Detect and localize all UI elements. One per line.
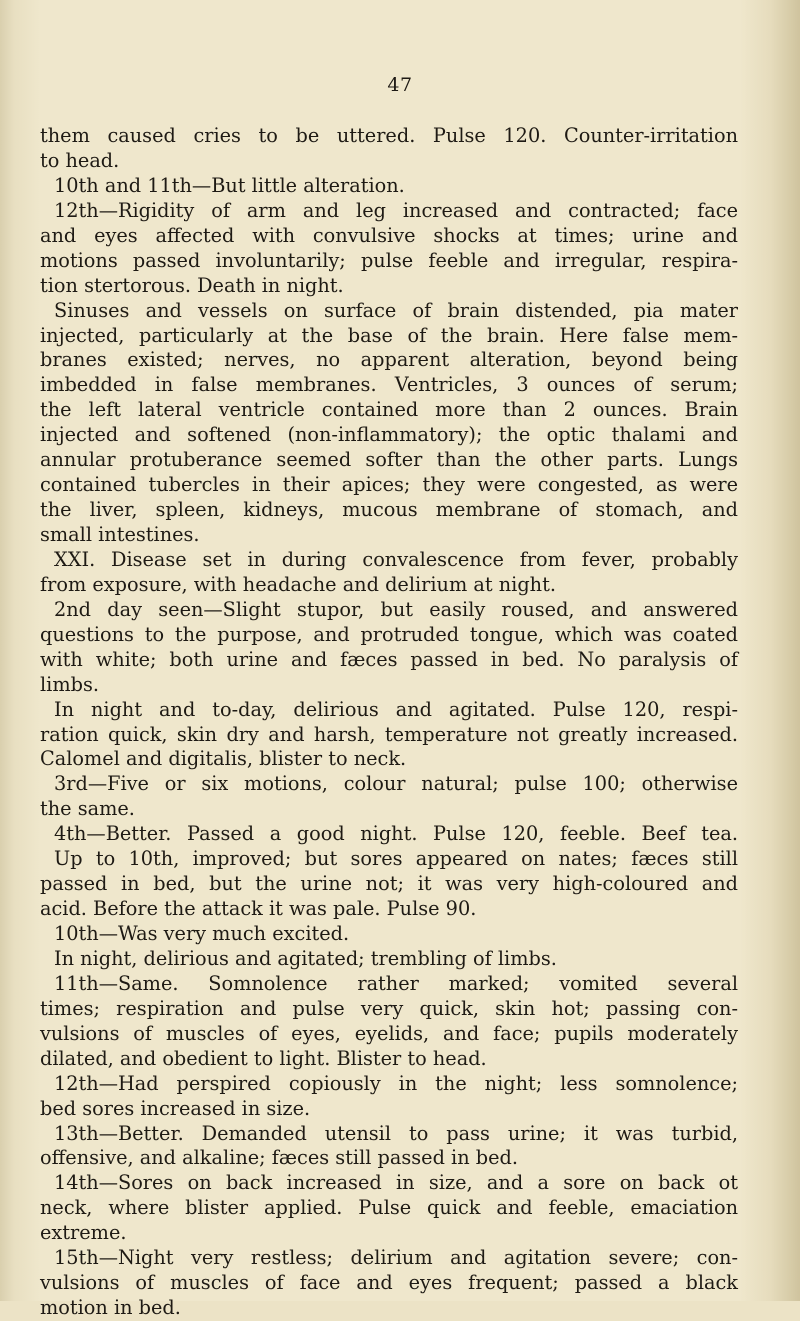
text-line: vulsions of muscles of face and eyes frequent; passed a black [40, 1271, 738, 1295]
text-line: times; respiration and pulse very quick, skin hot; passing con- [40, 996, 738, 1020]
text-line: dilated, and obedient to light. Blister to head. [40, 1046, 487, 1070]
text-line: 13th—Better. Demanded utensil to pass urine; it was turbid, [54, 1121, 738, 1145]
text-line: the liver, spleen, kidneys, mucous membrane of stomach, and [40, 498, 738, 522]
text-line: injected and softened (non-inflammatory); the optic thalami and [40, 423, 738, 447]
text-line: In night and to-day, delirious and agitated. Pulse 120, respi- [54, 697, 738, 721]
text-line: extreme. [40, 1221, 127, 1245]
text-line: 14th—Sores on back increased in size, and a sore on back ot [54, 1171, 738, 1195]
text-line: the left lateral ventricle contained more than 2 ounces. Brain [40, 398, 738, 422]
text-line: 12th—Had perspired copiously in the night; less somnolence; [54, 1071, 738, 1095]
text-line: 11th—Same. Somnolence rather marked; vomited several [54, 971, 738, 995]
text-line: limbs. [40, 672, 99, 696]
text-line: 10th—Was very much excited. [54, 922, 350, 945]
text-line: tion stertorous. Death in night. [40, 273, 344, 297]
page-number: 47 [387, 74, 413, 96]
text-line: XXI. Disease set in during convalescence from fever, probably [54, 547, 738, 571]
text-line: with white; both urine and fæces passed in bed. No paralysis of [40, 647, 738, 671]
text-line: acid. Before the attack it was pale. Pulse 90. [40, 897, 477, 921]
text-line: annular protuberance seemed softer than the other parts. Lungs [40, 448, 738, 472]
text-line: 3rd—Five or six motions, colour natural; pulse 100; otherwise [54, 772, 738, 796]
text-line: 15th—Night very restless; delirium and agitation severe; con- [54, 1246, 738, 1270]
text-line: small intestines. [40, 523, 200, 546]
text-line: bed sores increased in size. [40, 1096, 311, 1120]
body-text [40, 124, 738, 1321]
text-line: 2nd day seen—Slight stupor, but easily roused, and answered [54, 597, 738, 621]
text-line: In night, delirious and agitated; trembling of limbs. [54, 946, 557, 970]
text-line: branes existed; nerves, no apparent alteration, beyond being [40, 348, 738, 372]
text-line: Sinuses and vessels on surface of brain distended, pia mater [54, 298, 738, 322]
text-line: neck, where blister applied. Pulse quick and feeble, emaciation [40, 1196, 738, 1220]
text-line: imbedded in false membranes. Ventricles, 3 ounces of serum; [40, 373, 738, 397]
text-line: 12th—Rigidity of arm and leg increased and contracted; face [54, 198, 738, 222]
text-line: 4th—Better. Passed a good night. Pulse 120, feeble. Beef tea. [54, 822, 738, 846]
text-line: motion in bed. [40, 1296, 181, 1320]
text-line: ration quick, skin dry and harsh, temperature not greatly increased. [40, 722, 738, 746]
text-line: Calomel and digitalis, blister to neck. [40, 747, 407, 771]
text-line: contained tubercles in their apices; they were congested, as were [40, 473, 738, 497]
text-line: Up to 10th, improved; but sores appeared on nates; fæces still [54, 847, 738, 871]
text-line: injected, particularly at the base of the brain. Here false mem- [40, 323, 738, 347]
text-line: them caused cries to be uttered. Pulse 120. Counter-irritation [40, 124, 738, 147]
text-line: and eyes affected with convulsive shocks at times; urine and [40, 223, 738, 247]
text-line: the same. [40, 797, 135, 821]
text-line: to head. [40, 148, 120, 172]
text-line: 10th and 11th—But little alteration. [54, 173, 405, 197]
text-line: motions passed involuntarily; pulse feeble and irregular, respira- [40, 248, 738, 272]
text-line: vulsions of muscles of eyes, eyelids, and face; pupils moderately [40, 1021, 738, 1045]
text-line: questions to the purpose, and protruded tongue, which was coated [40, 622, 738, 646]
text-line: offensive, and alkaline; fæces still passed in bed. [40, 1146, 518, 1170]
text-line: passed in bed, but the urine not; it was very high-coloured and [40, 872, 738, 896]
text-line: from exposure, with headache and delirium at night. [40, 572, 556, 596]
